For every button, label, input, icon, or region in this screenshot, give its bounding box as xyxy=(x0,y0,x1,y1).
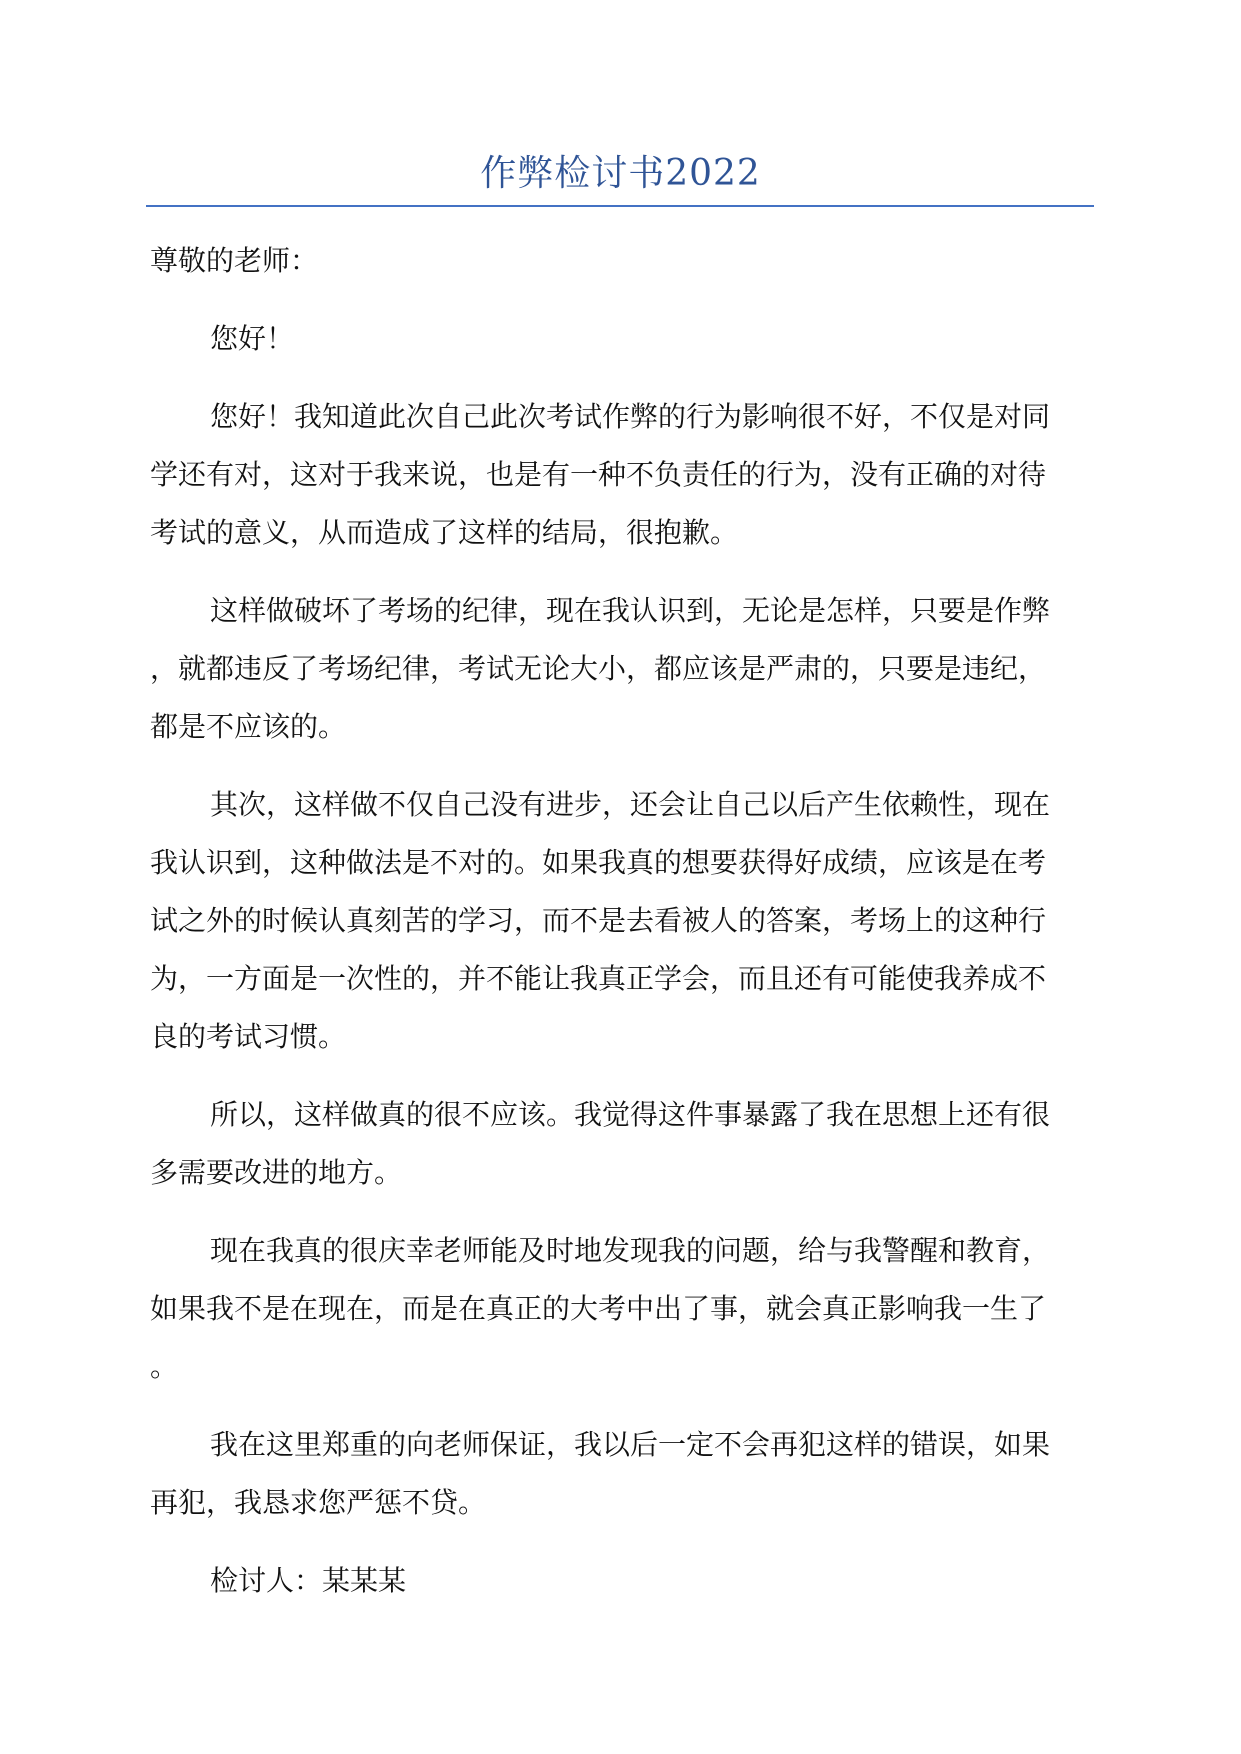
paragraph-discipline: 这样做破坏了考场的纪律，现在我认识到，无论是怎样，只要是作弊 ，就都违反了考场纪律，考试无论大小，都应该是严肃的，只要是违纪， 都是不应该的。 xyxy=(150,594,1051,743)
paragraph-dependence: 其次，这样做不仅自己没有进步，还会让自己以后产生依赖性，现在 我认识到，这种做法是不对的。如果我真的想要获得好成绩，应该是在考 试之外的时候认真刻苦的学习，而不是去看被人的答案，考场上的这种行 为，一方面是一次性的，并不能让我真正学会，而且还有可能使我养成不 良的考试习惯。 xyxy=(150,788,1051,1053)
paragraph-promise: 我在这里郑重的向老师保证，我以后一定不会再犯这样的错误，如果 再犯，我恳求您严惩不贷。 xyxy=(150,1428,1051,1519)
document-title: 作弊检讨书2022 xyxy=(480,153,761,194)
paragraph-greeting: 您好！ xyxy=(210,322,295,355)
title-divider xyxy=(146,205,1094,207)
document-body xyxy=(150,232,1080,1630)
paragraph-apology: 您好！我知道此次自己此次考试作弊的行为影响很不好，不仅是对同 学还有对，这对于我来说，也是有一种不负责任的行为，没有正确的对待 考试的意义，从而造成了这样的结局，很抱歉。 xyxy=(150,400,1051,549)
paragraph-gratitude: 现在我真的很庆幸老师能及时地发现我的问题，给与我警醒和教育， 如果我不是在现在，而是在真正的大考中出了事，就会真正影响我一生了 。 xyxy=(150,1234,1051,1383)
paragraph-reflection: 所以，这样做真的很不应该。我觉得这件事暴露了我在思想上还有很 多需要改进的地方。 xyxy=(150,1098,1051,1189)
salutation: 尊敬的老师： xyxy=(150,244,319,277)
signature: 检讨人：某某某 xyxy=(210,1564,407,1597)
